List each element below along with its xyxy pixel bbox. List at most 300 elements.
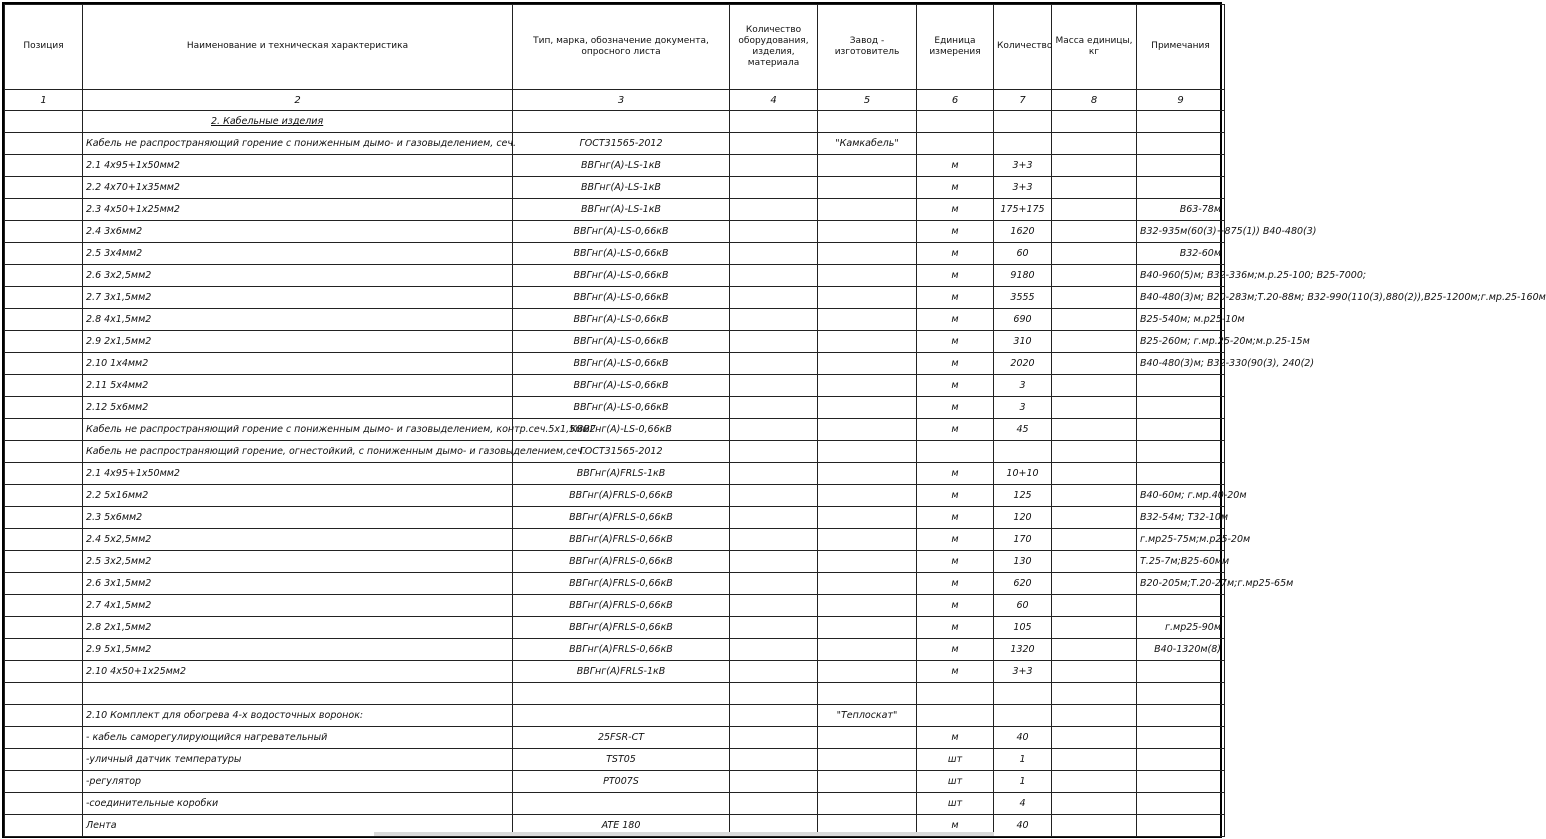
cell-c8 [1052, 727, 1137, 749]
cell-c5 [818, 573, 917, 595]
cell-c9: В40-480(3)м; В32-330(90(3), 240(2) [1137, 353, 1225, 375]
cell-c3 [513, 705, 730, 727]
cell-c3: ВВГнг(А)-LS-1кВ [513, 155, 730, 177]
cell-c8 [1052, 595, 1137, 617]
cell-c1 [5, 815, 83, 837]
table-row [5, 397, 1225, 419]
cell-c4 [730, 331, 818, 353]
cell-c3: ГОСТ31565-2012 [513, 133, 730, 155]
cell-c8 [1052, 683, 1137, 705]
cell-c9: г.мр25-75м;м.р25-20м [1137, 529, 1225, 551]
cell-c3: ВВГнг(А)FRLS-0,66кВ [513, 617, 730, 639]
cell-c6: м [917, 419, 994, 441]
cell-c7: 40 [994, 815, 1052, 837]
cell-c6: м [917, 221, 994, 243]
table-row [5, 661, 1225, 683]
cell-c4 [730, 507, 818, 529]
table-row [5, 155, 1225, 177]
cell-c2 [83, 683, 513, 705]
table-row [5, 749, 1225, 771]
cell-c4 [730, 727, 818, 749]
cell-c7: 620 [994, 573, 1052, 595]
table-row [5, 353, 1225, 375]
cell-c4 [730, 177, 818, 199]
header-position: Позиция [5, 5, 83, 90]
cell-c5 [818, 155, 917, 177]
header-type: Тип, марка, обозначение документа, опросного листа [513, 5, 730, 90]
table-row [5, 793, 1225, 815]
header-unit: Единица измерения [917, 5, 994, 90]
cell-c6: м [917, 661, 994, 683]
cell-c4 [730, 771, 818, 793]
cell-c6: м [917, 551, 994, 573]
cell-c5 [818, 749, 917, 771]
cell-c1 [5, 331, 83, 353]
cell-c2: 2.10 4х50+1х25мм2 [83, 661, 513, 683]
cell-c7: 120 [994, 507, 1052, 529]
table-row [5, 529, 1225, 551]
cell-c1 [5, 353, 83, 375]
cell-c8 [1052, 177, 1137, 199]
cell-c9 [1137, 397, 1225, 419]
column-number-row [5, 90, 1225, 111]
cell-c5 [818, 683, 917, 705]
cell-c8 [1052, 155, 1137, 177]
cell-c3: PT007S [513, 771, 730, 793]
column-number: 6 [917, 90, 994, 111]
cell-c9: В25-260м; г.мр.25-20м;м.р.25-15м [1137, 331, 1225, 353]
cell-c3: ВВГнг(А)FRLS-1кВ [513, 463, 730, 485]
cell-c6: м [917, 639, 994, 661]
cell-c5 [818, 287, 917, 309]
cell-c1 [5, 705, 83, 727]
cell-c8 [1052, 133, 1137, 155]
cell-c8 [1052, 639, 1137, 661]
cell-c8 [1052, 331, 1137, 353]
cell-c7: 130 [994, 551, 1052, 573]
cell-c2: 2.4 5х2,5мм2 [83, 529, 513, 551]
cell-c3: ВВГнг(А)-LS-0,66кВ [513, 331, 730, 353]
cell-c4 [730, 661, 818, 683]
cell-c4 [730, 375, 818, 397]
cell-c7: 105 [994, 617, 1052, 639]
specification-sheet [2, 2, 1546, 838]
column-number: 7 [994, 90, 1052, 111]
cell-c9: В32-935м(60(3)+875(1)) В40-480(3) [1137, 221, 1225, 243]
cell-c8 [1052, 221, 1137, 243]
cell-c7: 45 [994, 419, 1052, 441]
column-number: 5 [818, 90, 917, 111]
table-row [5, 441, 1225, 463]
cell-c5 [818, 661, 917, 683]
cell-c5 [818, 177, 917, 199]
cell-c1 [5, 595, 83, 617]
cell-c4 [730, 595, 818, 617]
cell-c2: 2.5 3х4мм2 [83, 243, 513, 265]
cell-c6: м [917, 243, 994, 265]
cell-c8 [1052, 199, 1137, 221]
cell-c1 [5, 155, 83, 177]
horizontal-scrollbar[interactable] [374, 832, 994, 836]
cell-c7: 3+3 [994, 661, 1052, 683]
cell-c5 [818, 595, 917, 617]
table-row [5, 485, 1225, 507]
cell-c8 [1052, 309, 1137, 331]
cell-c8 [1052, 287, 1137, 309]
cell-c3: ВВГнг(А)-LS-0,66кВ [513, 353, 730, 375]
table-row [5, 243, 1225, 265]
cell-c1 [5, 265, 83, 287]
cell-c2: 2.8 4х1,5мм2 [83, 309, 513, 331]
cell-c1 [5, 375, 83, 397]
cell-c4 [730, 133, 818, 155]
table-row [5, 573, 1225, 595]
cell-c7: 310 [994, 331, 1052, 353]
cell-c8 [1052, 397, 1137, 419]
cell-c9 [1137, 133, 1225, 155]
cell-c5 [818, 617, 917, 639]
table-row [5, 595, 1225, 617]
cell-c8 [1052, 353, 1137, 375]
cell-c8 [1052, 815, 1137, 837]
cell-c8 [1052, 573, 1137, 595]
cell-c8 [1052, 771, 1137, 793]
cell-c9: Т.25-7м;В25-60мм [1137, 551, 1225, 573]
cell-c1 [5, 419, 83, 441]
cell-c4 [730, 683, 818, 705]
cell-c7: 3 [994, 397, 1052, 419]
cell-c4 [730, 309, 818, 331]
column-number: 2 [83, 90, 513, 111]
cell-c6 [917, 441, 994, 463]
cell-c2: -регулятор [83, 771, 513, 793]
cell-c9: В20-205м;Т.20-27м;г.мр25-65м [1137, 573, 1225, 595]
header-equipment-count: Количество оборудования, изделия, материала [730, 5, 818, 90]
cell-c8 [1052, 485, 1137, 507]
header-manufacturer: Завод - изготовитель [818, 5, 917, 90]
cell-c8 [1052, 265, 1137, 287]
cell-c3 [513, 793, 730, 815]
cell-c8 [1052, 463, 1137, 485]
cell-c1 [5, 397, 83, 419]
cell-c5: "Камкабель" [818, 133, 917, 155]
cell-c3: ВВГнг(А)-LS-1кВ [513, 199, 730, 221]
cell-c3: ВВГнг(А)FRLS-0,66кВ [513, 595, 730, 617]
cell-c9 [1137, 727, 1225, 749]
cell-c5 [818, 441, 917, 463]
header-row [5, 5, 1225, 90]
cell-c9: В40-1320м(8) [1137, 639, 1225, 661]
cell-c3: ВВГнг(А)-LS-0,66кВ [513, 265, 730, 287]
cell-c9 [1137, 177, 1225, 199]
column-number: 8 [1052, 90, 1137, 111]
cell-c2: 2.3 5х6мм2 [83, 507, 513, 529]
table-row [5, 419, 1225, 441]
cell-c3: ВВГнг(А)-LS-1кВ [513, 177, 730, 199]
header-quantity: Количество [994, 5, 1052, 90]
cell-c2: 2.6 3х1,5мм2 [83, 573, 513, 595]
cell-c8 [1052, 661, 1137, 683]
cell-c3: ВВГнг(А)FRLS-0,66кВ [513, 551, 730, 573]
table-row [5, 727, 1225, 749]
cell-c3: ВВГнг(А)FRLS-0,66кВ [513, 507, 730, 529]
cell-c1 [5, 309, 83, 331]
cell-c1 [5, 661, 83, 683]
header-unit-mass: Масса единицы, кг [1052, 5, 1137, 90]
header-name: Наименование и техническая характеристика [83, 5, 513, 90]
table-row [5, 309, 1225, 331]
cell-c8 [1052, 419, 1137, 441]
cell-c6: м [917, 617, 994, 639]
cell-c9 [1137, 375, 1225, 397]
cell-c4 [730, 419, 818, 441]
cell-c8 [1052, 749, 1137, 771]
cell-c3 [513, 111, 730, 133]
cell-c2: - кабель саморегулирующийся нагревательный [83, 727, 513, 749]
table-row [5, 177, 1225, 199]
cell-c1 [5, 287, 83, 309]
cell-c1 [5, 793, 83, 815]
cell-c3: КВВГнг(А)-LS-0,66кВ [513, 419, 730, 441]
cell-c6: шт [917, 749, 994, 771]
cell-c1 [5, 551, 83, 573]
cell-c8 [1052, 243, 1137, 265]
cell-c6: м [917, 727, 994, 749]
cell-c6: м [917, 595, 994, 617]
section-title: 2. Кабельные изделия [83, 111, 513, 133]
cell-c4 [730, 441, 818, 463]
cell-c8 [1052, 441, 1137, 463]
cell-c9: В40-480(3)м; В20-283м;Т.20-88м; В32-990(110(3),880(2)),В25-1200м;г.мр.25-160м [1137, 287, 1225, 309]
cell-c5 [818, 419, 917, 441]
cell-c6: м [917, 331, 994, 353]
cell-c8 [1052, 529, 1137, 551]
cell-c7: 40 [994, 727, 1052, 749]
cell-c2: 2.11 5х4мм2 [83, 375, 513, 397]
cell-c2: 2.12 5х6мм2 [83, 397, 513, 419]
cell-c6: м [917, 485, 994, 507]
cell-c2: 2.7 4х1,5мм2 [83, 595, 513, 617]
cell-c6: м [917, 309, 994, 331]
cell-c5 [818, 463, 917, 485]
cell-c9: В40-60м; г.мр.40-20м [1137, 485, 1225, 507]
table-body [5, 90, 1546, 837]
cell-c7 [994, 441, 1052, 463]
cell-c4 [730, 155, 818, 177]
column-number: 1 [5, 90, 83, 111]
table-row [5, 771, 1225, 793]
cell-c4 [730, 243, 818, 265]
cell-c4 [730, 265, 818, 287]
cell-c7: 690 [994, 309, 1052, 331]
cell-c5 [818, 309, 917, 331]
cell-c5 [818, 331, 917, 353]
cell-c3: ВВГнг(А)-LS-0,66кВ [513, 375, 730, 397]
cell-c2: 2.9 2х1,5мм2 [83, 331, 513, 353]
table-row [5, 705, 1225, 727]
cell-c3: ВВГнг(А)-LS-0,66кВ [513, 287, 730, 309]
cell-c6: м [917, 265, 994, 287]
cell-c5 [818, 243, 917, 265]
header-notes: Примечания [1137, 5, 1225, 90]
table-row [5, 551, 1225, 573]
cell-c2: Кабель не распространяющий горение с пониженным дымо- и газовыделением, контр.сеч.5х1,5мм2 [83, 419, 513, 441]
specification-table [4, 4, 1546, 837]
cell-c1 [5, 617, 83, 639]
cell-c6: м [917, 815, 994, 837]
cell-c3: ГОСТ31565-2012 [513, 441, 730, 463]
cell-c4 [730, 111, 818, 133]
cell-c9 [1137, 705, 1225, 727]
cell-c6: м [917, 199, 994, 221]
cell-c7: 1 [994, 749, 1052, 771]
cell-c5 [818, 397, 917, 419]
cell-c1 [5, 529, 83, 551]
cell-c7 [994, 705, 1052, 727]
cell-c9 [1137, 441, 1225, 463]
cell-c8 [1052, 705, 1137, 727]
cell-c6 [917, 111, 994, 133]
cell-c6: м [917, 463, 994, 485]
cell-c9 [1137, 815, 1225, 837]
cell-c3: ВВГнг(А)-LS-0,66кВ [513, 243, 730, 265]
cell-c1 [5, 507, 83, 529]
cell-c4 [730, 529, 818, 551]
cell-c8 [1052, 375, 1137, 397]
cell-c6: м [917, 155, 994, 177]
cell-c3: TST05 [513, 749, 730, 771]
cell-c1 [5, 639, 83, 661]
cell-c2: 2.8 2х1,5мм2 [83, 617, 513, 639]
cell-c4 [730, 749, 818, 771]
cell-c7: 1 [994, 771, 1052, 793]
cell-c4 [730, 793, 818, 815]
cell-c2: 2.6 3х2,5мм2 [83, 265, 513, 287]
cell-c8 [1052, 551, 1137, 573]
cell-c9: В32-60м [1137, 243, 1225, 265]
cell-c6 [917, 133, 994, 155]
cell-c4 [730, 199, 818, 221]
cell-c2: Кабель не распространяющий горение с пониженным дымо- и газовыделением, сеч. [83, 133, 513, 155]
cell-c9 [1137, 463, 1225, 485]
cell-c5 [818, 551, 917, 573]
cell-c5 [818, 375, 917, 397]
cell-c6: м [917, 177, 994, 199]
cell-c1 [5, 243, 83, 265]
table-row [5, 507, 1225, 529]
cell-c3: ВВГнг(А)-LS-0,66кВ [513, 221, 730, 243]
cell-c2: 2.7 3х1,5мм2 [83, 287, 513, 309]
cell-c7: 3555 [994, 287, 1052, 309]
cell-c9 [1137, 683, 1225, 705]
cell-c7: 125 [994, 485, 1052, 507]
table-row [5, 331, 1225, 353]
cell-c5 [818, 529, 917, 551]
table-row [5, 287, 1225, 309]
table-row [5, 683, 1225, 705]
cell-c5 [818, 199, 917, 221]
cell-c1 [5, 199, 83, 221]
table-row [5, 221, 1225, 243]
cell-c1 [5, 111, 83, 133]
column-number: 4 [730, 90, 818, 111]
cell-c5 [818, 507, 917, 529]
cell-c4 [730, 463, 818, 485]
cell-c3: ВВГнг(А)FRLS-0,66кВ [513, 639, 730, 661]
cell-c7 [994, 133, 1052, 155]
cell-c2: 2.2 4х70+1х35мм2 [83, 177, 513, 199]
cell-c1 [5, 463, 83, 485]
cell-c3: ВВГнг(А)FRLS-1кВ [513, 661, 730, 683]
cell-c8 [1052, 111, 1137, 133]
cell-c3: ATE 180 [513, 815, 730, 837]
cell-c3 [513, 683, 730, 705]
cell-c6: м [917, 353, 994, 375]
cell-c1 [5, 683, 83, 705]
cell-c6: м [917, 573, 994, 595]
cell-c4 [730, 485, 818, 507]
cell-c1 [5, 749, 83, 771]
cell-c2: 2.1 4х95+1х50мм2 [83, 463, 513, 485]
cell-c5 [818, 771, 917, 793]
cell-c3: ВВГнг(А)-LS-0,66кВ [513, 397, 730, 419]
cell-c8 [1052, 507, 1137, 529]
table-row [5, 199, 1225, 221]
cell-c9 [1137, 595, 1225, 617]
cell-c9: г.мр25-90м [1137, 617, 1225, 639]
table-row [5, 617, 1225, 639]
cell-c7 [994, 111, 1052, 133]
table-row [5, 375, 1225, 397]
cell-c2: 2.2 5х16мм2 [83, 485, 513, 507]
cell-c6: шт [917, 771, 994, 793]
table-row [5, 265, 1225, 287]
cell-c2: -уличный датчик температуры [83, 749, 513, 771]
cell-c4 [730, 573, 818, 595]
cell-c4 [730, 287, 818, 309]
table-row [5, 639, 1225, 661]
cell-c4 [730, 397, 818, 419]
table-row [5, 463, 1225, 485]
cell-c7: 1620 [994, 221, 1052, 243]
cell-c1 [5, 221, 83, 243]
cell-c4 [730, 551, 818, 573]
cell-c3: ВВГнг(А)FRLS-0,66кВ [513, 485, 730, 507]
cell-c2: Кабель не распространяющий горение, огнестойкий, с пониженным дымо- и газовыделением,сеч. [83, 441, 513, 463]
cell-c2: 2.9 5х1,5мм2 [83, 639, 513, 661]
cell-c7: 60 [994, 595, 1052, 617]
cell-c9: В25-540м; м.р25-10м [1137, 309, 1225, 331]
cell-c9 [1137, 111, 1225, 133]
cell-c9 [1137, 771, 1225, 793]
cell-c4 [730, 617, 818, 639]
cell-c7: 9180 [994, 265, 1052, 287]
cell-c6 [917, 705, 994, 727]
cell-c7: 60 [994, 243, 1052, 265]
cell-c5 [818, 265, 917, 287]
cell-c9 [1137, 155, 1225, 177]
cell-c3: ВВГнг(А)FRLS-0,66кВ [513, 529, 730, 551]
cell-c5 [818, 111, 917, 133]
cell-c5 [818, 639, 917, 661]
cell-c7: 1320 [994, 639, 1052, 661]
cell-c3: ВВГнг(А)-LS-0,66кВ [513, 309, 730, 331]
cell-c1 [5, 727, 83, 749]
cell-c7: 175+175 [994, 199, 1052, 221]
cell-c2: Лента [83, 815, 513, 837]
cell-c1 [5, 485, 83, 507]
cell-c3: ВВГнг(А)FRLS-0,66кВ [513, 573, 730, 595]
